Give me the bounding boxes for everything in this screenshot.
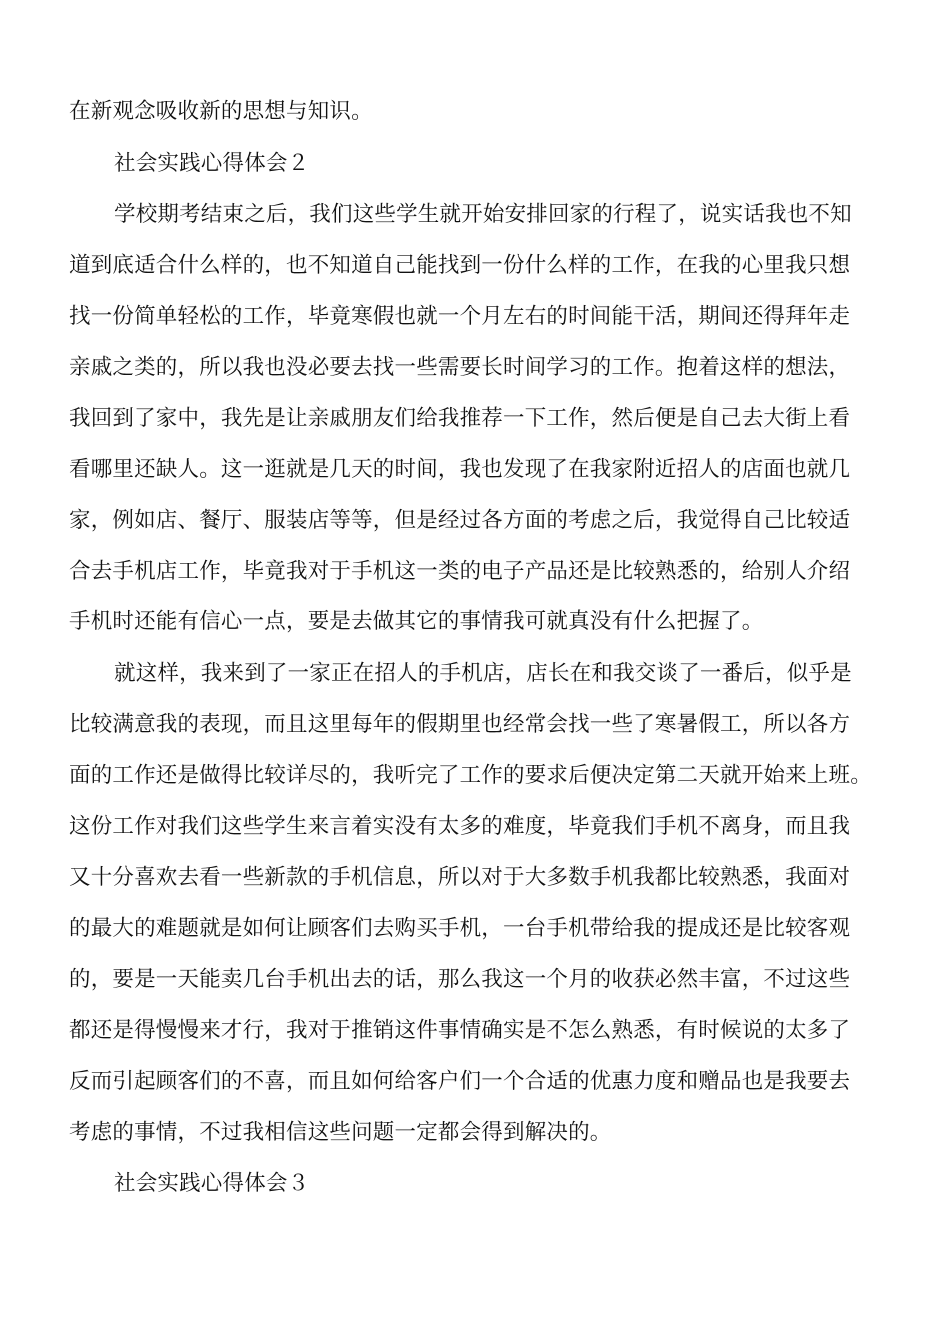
paragraph-line: 比较满意我的表现，而且这里每年的假期里也经常会找一些了寒暑假工，所以各方 [69, 712, 851, 737]
paragraph-line: 手机时还能有信心一点，要是去做其它的事情我可就真没有什么把握了。 [69, 609, 764, 634]
paragraph-line: 这份工作对我们这些学生来言着实没有太多的难度，毕竟我们手机不离身，而且我 [69, 814, 851, 839]
paragraph-line: 找一份简单轻松的工作，毕竟寒假也就一个月左右的时间能干活，期间还得拜年走 [69, 304, 851, 329]
paragraph-line: 道到底适合什么样的，也不知道自己能找到一份什么样的工作，在我的心里我只想 [69, 253, 851, 278]
section-heading-3: 社会实践心得体会３ [114, 1171, 310, 1196]
paragraph-line: 反而引起顾客们的不喜，而且如何给客户们一个合适的优惠力度和赠品也是我要去 [69, 1069, 851, 1094]
paragraph-line: 看哪里还缺人。这一逛就是几天的时间，我也发现了在我家附近招人的店面也就几 [69, 457, 851, 482]
paragraph-line: 我回到了家中，我先是让亲戚朋友们给我推荐一下工作，然后便是自己去大街上看 [69, 406, 851, 431]
paragraph-line: 又十分喜欢去看一些新款的手机信息，所以对于大多数手机我都比较熟悉，我面对 [69, 865, 851, 890]
paragraph-line: 亲戚之类的，所以我也没必要去找一些需要长时间学习的工作。抱着这样的想法， [69, 355, 851, 380]
paragraph-line: 学校期考结束之后，我们这些学生就开始安排回家的行程了，说实话我也不知 [114, 202, 852, 227]
paragraph-line: 合去手机店工作，毕竟我对于手机这一类的电子产品还是比较熟悉的，给别人介绍 [69, 559, 851, 584]
paragraph-line: 考虑的事情，不过我相信这些问题一定都会得到解决的。 [69, 1120, 612, 1145]
paragraph-line: 的最大的难题就是如何让顾客们去购买手机，一台手机带给我的提成还是比较客观 [69, 916, 851, 941]
continuation-text: 在新观念吸收新的思想与知识。 [69, 99, 373, 124]
paragraph-line: 的，要是一天能卖几台手机出去的话，那么我这一个月的收获必然丰富，不过这些 [69, 967, 851, 992]
paragraph-line: 都还是得慢慢来才行，我对于推销这件事情确实是不怎么熟悉，有时候说的太多了 [69, 1018, 851, 1043]
paragraph-line: 面的工作还是做得比较详尽的，我听完了工作的要求后便决定第二天就开始来上班。 [69, 763, 872, 788]
paragraph-line: 家，例如店、餐厅、服装店等等，但是经过各方面的考虑之后，我觉得自己比较适 [69, 508, 851, 533]
paragraph-line: 就这样，我来到了一家正在招人的手机店，店长在和我交谈了一番后，似乎是 [114, 661, 852, 686]
section-heading-2: 社会实践心得体会２ [114, 151, 310, 176]
